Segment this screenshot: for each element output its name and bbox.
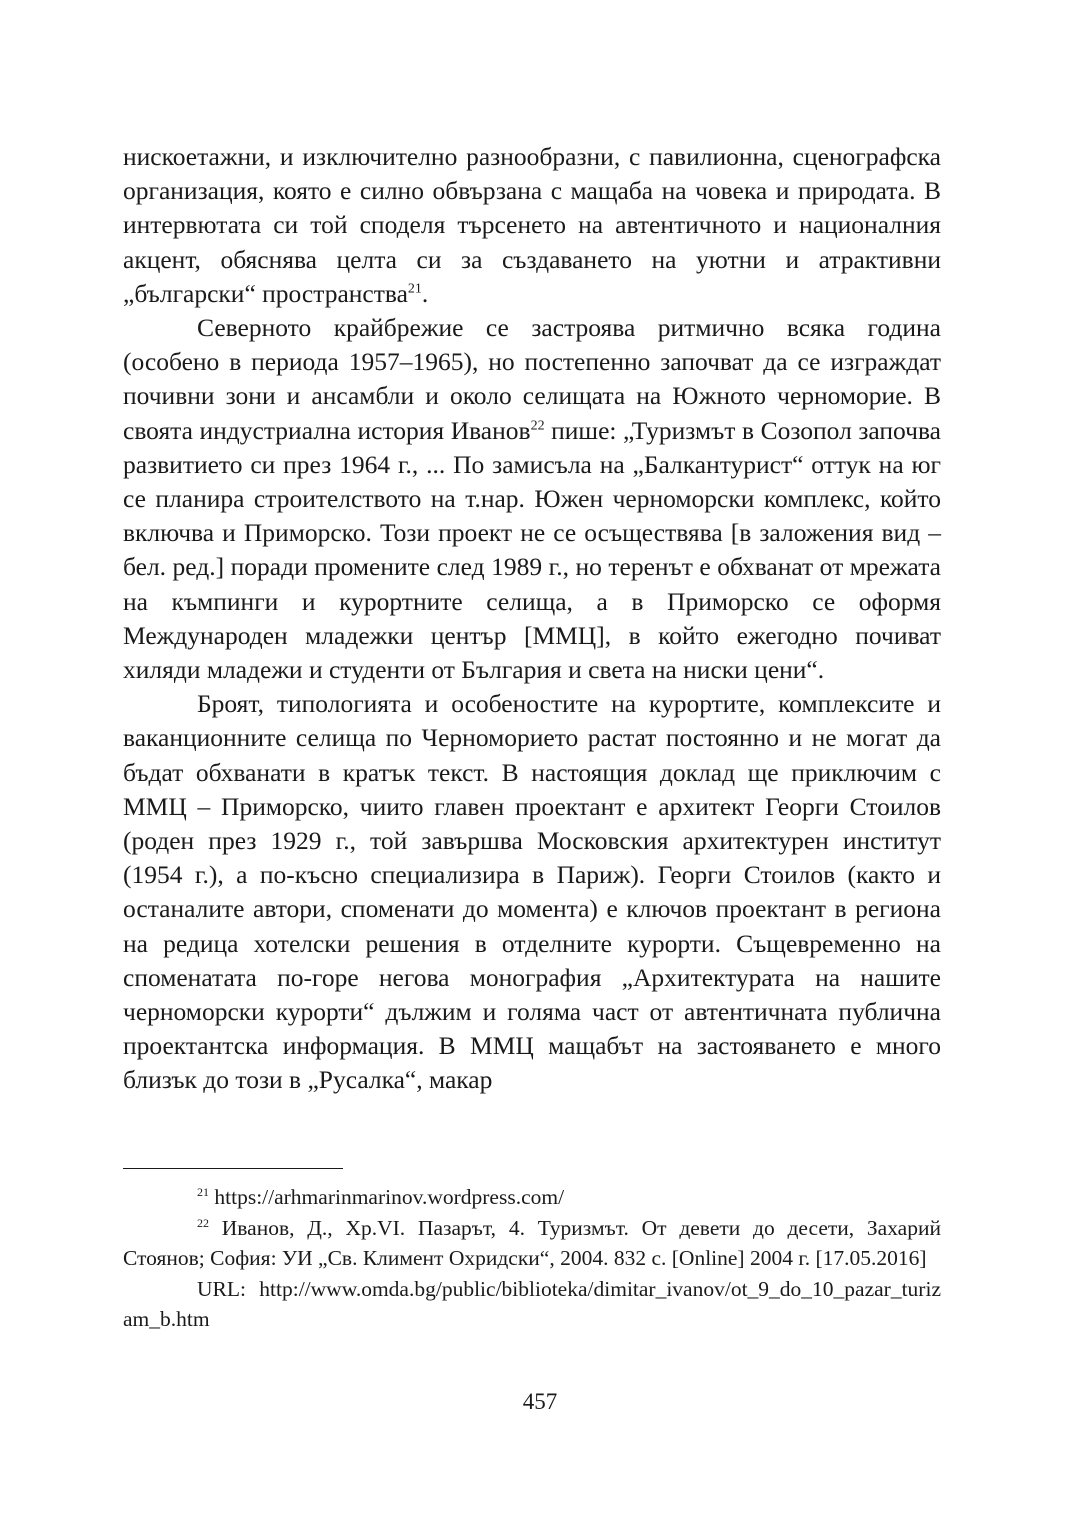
footnote-ref-22[interactable]: 22 (530, 418, 545, 434)
footnote-text: Иванов, Д., Хр.VI. Пазарът, 4. Туризмът. От девети до десети, Захарий Стоянов; София: УИ „Св. Климент Охридски“, 2004. 832 с. [Online] 2004 г. [17.05.2016] (123, 1215, 941, 1270)
footnote-22 (123, 1213, 941, 1274)
paragraph-2-text-b: пише: „Туризмът в Созопол започва развитието си през 1964 г., ... По замисъла на „Балкантурист“ оттук на юг се планира строителството на т.нар. Южен черноморски комплекс, който включва и Приморско. Този проект не се осъществява [в заложения вид – бел. ред.] поради промените след 1989 г., но теренът е обхванат от мрежата на къмпинги и курортните селища, а в Приморско се оформя Международен младежки център [ММЦ], в който ежегодно почиват хиляди младежи и студенти от България и света на ниски цени“. (123, 415, 941, 685)
paragraph-3-text: Броят, типологията и особеностите на курортите, комплексите и ваканционните селища по Черноморието растат постоянно и не могат да бъдат обхванати в кратък текст. В настоящия доклад ще приключим с ММЦ – Приморско, чиито главен проектант е архитект Георги Стоилов (роден през 1929 г., той завършва Московския архитектурен институт (1954 г.), а по-късно специализира в Париж). Георги Стоилов (както и останалите автори, споменати до момента) е ключов проектант в региона на редица хотелски решения в отделните курорти. Същевременно на споменатата по-горе негова монография „Архитектурата на нашите черноморски курорти“ дължим и голяма част от автентичната публична проектантска информация. В ММЦ мащабът на застояването е много близък до този в „Русалка“, макар (123, 689, 941, 1095)
paragraph-2 (123, 311, 941, 687)
footnote-number: 21 (197, 1184, 209, 1199)
footnote-url-link[interactable]: URL: http://www.omda.bg/public/biblioteka/dimitar_ivanov/ot_9_do_10_pazar_turizam_b.htm (123, 1276, 941, 1331)
footnote-ref-21[interactable]: 21 (407, 281, 422, 297)
footnote-22-url (123, 1274, 941, 1335)
main-text (123, 140, 941, 1098)
paragraph-3 (123, 687, 941, 1097)
page-number: 457 (522, 1389, 558, 1414)
footnote-separator (123, 1168, 343, 1169)
footnote-number: 22 (197, 1215, 209, 1230)
footnote-text[interactable]: https://arhmarinmarinov.wordpress.com/ (209, 1185, 565, 1209)
footnote-21 (123, 1182, 941, 1213)
paragraph-1 (123, 140, 941, 311)
paragraph-2-text-a: Северното крайбрежие се застроява ритмично всяка година (особено в периода 1957–1965), но постепенно започват да се изграждат почивни зони и ансамбли и около селищата на Южното черноморие. В своята индустриална история Иванов (123, 313, 941, 445)
footnotes (123, 1182, 941, 1335)
paragraph-1-text: нискоетажни, и изключително разнообразни, с павилионна, сценографска организация, която е силно обвързана с мащаба на човека и природата. В интервютата си той споделя търсенето на автентичното и националния акцент, обяснява целта си за създаването на уютни и атрактивни „български“ пространства (123, 142, 941, 308)
paragraph-1-tail: . (421, 278, 429, 308)
